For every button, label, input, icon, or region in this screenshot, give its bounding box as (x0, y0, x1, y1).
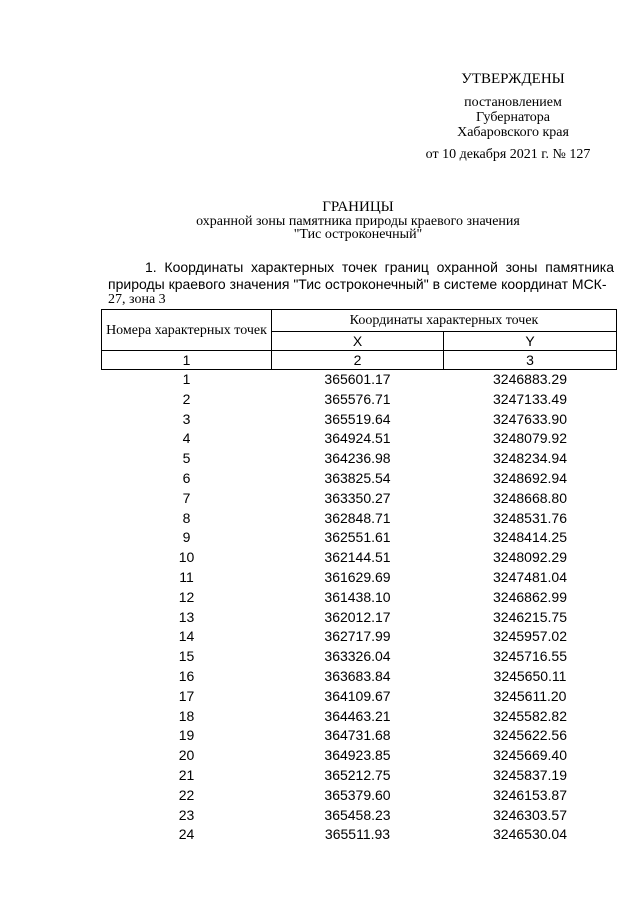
coord-y: 3247481.04 (493, 568, 567, 585)
coord-x: 364923.85 (324, 747, 391, 764)
column-number-2: 2 (272, 351, 444, 370)
point-number: 9 (182, 529, 191, 546)
coord-x: 365576.71 (324, 390, 391, 407)
table-row (102, 509, 617, 529)
table-row (102, 410, 617, 430)
coord-x: 365458.23 (324, 806, 391, 823)
point-number: 21 (178, 766, 195, 783)
header-x: X (272, 332, 444, 351)
coord-x: 362012.17 (324, 608, 391, 625)
table-row (102, 469, 617, 489)
table-row (102, 687, 617, 707)
coord-x: 365212.75 (324, 766, 391, 783)
coord-x: 365511.93 (324, 826, 391, 843)
coord-y: 3248414.25 (493, 529, 567, 546)
title-line-1: охранной зоны памятника природы краевого значения (196, 214, 520, 229)
table-row (102, 449, 617, 469)
table-row (102, 608, 617, 628)
point-number: 7 (182, 489, 191, 506)
point-number: 14 (178, 628, 195, 645)
point-number: 16 (178, 667, 195, 684)
table-row (102, 528, 617, 548)
paragraph-zone: 27, зона 3 (108, 292, 166, 307)
point-number: 15 (178, 648, 195, 665)
point-number: 1 (182, 371, 191, 387)
coord-y: 3245837.19 (493, 766, 567, 783)
point-number: 4 (182, 430, 191, 447)
title-line-2: "Тис остроконечный" (293, 227, 423, 242)
point-number: 17 (178, 687, 195, 704)
coord-x: 362551.61 (324, 529, 391, 546)
table-row (102, 766, 617, 786)
coord-y: 3248531.76 (493, 509, 567, 526)
approval-title: УТВЕРЖДЕНЫ (461, 71, 565, 87)
coord-x: 364109.67 (324, 687, 391, 704)
approval-date: от 10 декабря 2021 г. № 127 (425, 147, 591, 162)
column-number-1: 1 (102, 351, 272, 370)
point-number: 3 (182, 410, 191, 427)
point-number: 23 (178, 806, 195, 823)
coord-x: 363825.54 (324, 469, 391, 486)
point-number: 24 (178, 826, 195, 843)
coord-x: 363683.84 (324, 667, 391, 684)
column-number-3: 3 (444, 351, 617, 370)
point-number: 12 (178, 588, 195, 605)
coord-y: 3248668.80 (493, 489, 567, 506)
coord-y: 3246883.29 (493, 371, 567, 387)
coord-x: 364731.68 (324, 727, 391, 744)
table-row (102, 786, 617, 806)
coord-y: 3247133.49 (493, 390, 567, 407)
table-row (102, 588, 617, 608)
coord-y: 3246530.04 (493, 826, 567, 843)
coord-x: 361629.69 (324, 568, 391, 585)
coord-y: 3246303.57 (493, 806, 567, 823)
coord-y: 3245622.56 (493, 727, 567, 744)
header-y: Y (444, 332, 617, 351)
coord-x: 364924.51 (324, 430, 391, 447)
paragraph-text: 1. Координаты характерных точек границ охранной зоны памятника природы краевого значения "Тис остроконечный" в системе координат МСК- (108, 259, 614, 292)
coord-y: 3245650.11 (493, 667, 567, 684)
coord-x: 365379.60 (324, 786, 391, 803)
coord-y: 3248079.92 (493, 430, 567, 447)
approval-block (418, 72, 608, 162)
coord-x: 361438.10 (324, 588, 391, 605)
table-row (102, 667, 617, 687)
table-row (102, 707, 617, 727)
table-row (102, 568, 617, 588)
coord-y: 3248234.94 (493, 450, 567, 467)
coord-y: 3247633.90 (493, 410, 567, 427)
table-row (102, 726, 617, 746)
table-row (102, 647, 617, 667)
document-title (100, 200, 616, 241)
point-number: 22 (178, 786, 195, 803)
point-number: 2 (182, 390, 191, 407)
coord-x: 363350.27 (324, 489, 391, 506)
coord-y: 3248692.94 (493, 469, 567, 486)
point-number: 10 (178, 549, 195, 566)
coord-x: 364463.21 (324, 707, 391, 724)
description-paragraph (108, 259, 614, 306)
table-row (102, 390, 617, 410)
table-row (102, 627, 617, 647)
coord-y: 3245957.02 (493, 628, 567, 645)
point-number: 8 (182, 509, 191, 526)
point-number: 5 (182, 450, 191, 467)
approval-line-1: постановлением (464, 95, 562, 110)
header-point-numbers: Номера характерных точек (102, 310, 272, 351)
approval-line-2: Губернатора (475, 110, 551, 125)
table-row (102, 825, 617, 845)
coord-y: 3245611.20 (493, 687, 567, 704)
table-body (102, 370, 617, 846)
point-number: 6 (182, 469, 191, 486)
coord-x: 362144.51 (324, 549, 391, 566)
point-number: 20 (178, 747, 195, 764)
table-row (102, 489, 617, 509)
coord-y: 3245716.55 (493, 648, 567, 665)
coord-x: 362848.71 (324, 509, 391, 526)
table-row (102, 370, 617, 390)
coord-y: 3245582.82 (493, 707, 567, 724)
coord-y: 3245669.40 (493, 747, 567, 764)
point-number: 19 (178, 727, 195, 744)
coord-y: 3246215.75 (493, 608, 567, 625)
coord-x: 362717.99 (324, 628, 391, 645)
coord-y: 3246862.99 (493, 588, 567, 605)
coordinates-table (101, 309, 617, 845)
table-row (102, 746, 617, 766)
coord-y: 3248092.29 (493, 549, 567, 566)
point-number: 11 (179, 568, 194, 585)
table-row (102, 429, 617, 449)
coord-x: 365601.17 (324, 371, 391, 387)
table-row (102, 806, 617, 826)
title-heading: ГРАНИЦЫ (322, 199, 394, 215)
approval-line-3: Хабаровского края (457, 125, 569, 140)
coord-x: 364236.98 (324, 450, 391, 467)
coord-x: 365519.64 (324, 410, 391, 427)
header-coordinates: Координаты характерных точек (272, 310, 617, 332)
table-row (102, 548, 617, 568)
point-number: 18 (178, 707, 195, 724)
coord-x: 363326.04 (324, 648, 391, 665)
point-number: 13 (178, 608, 195, 625)
coord-y: 3246153.87 (493, 786, 567, 803)
